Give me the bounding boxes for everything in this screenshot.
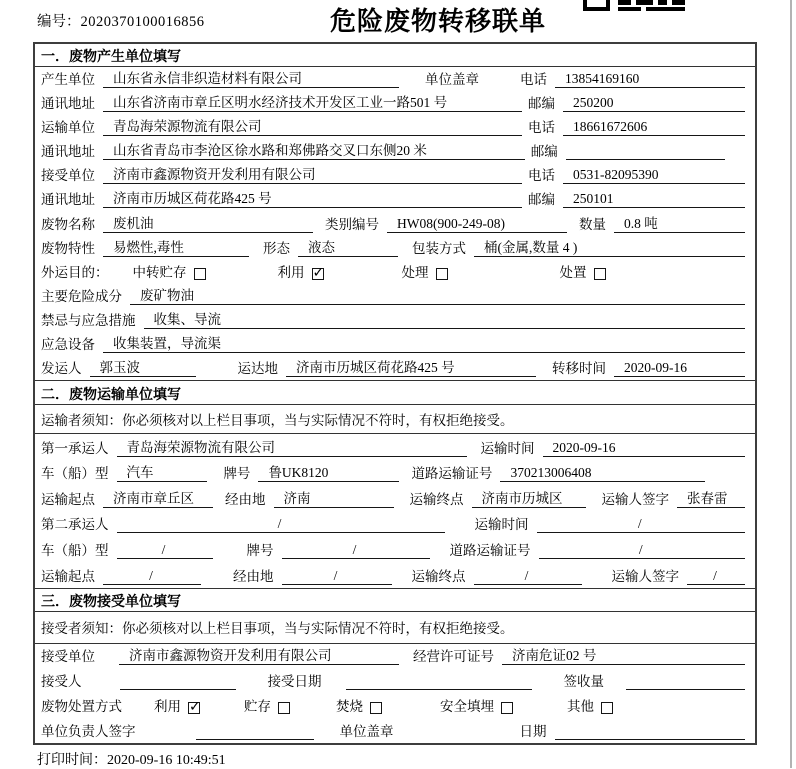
carrier-sign1-value: 张春雷 xyxy=(677,487,745,508)
qr-code-fragment xyxy=(583,0,689,12)
transporter-zip-label: 邮编 xyxy=(530,144,558,160)
receiver-zip-value: 250101 xyxy=(563,191,745,208)
checkbox-icon xyxy=(194,268,206,280)
quantity-label: 数量 xyxy=(579,216,606,232)
checkbox-icon xyxy=(312,268,324,280)
vehicle2-value: / xyxy=(117,542,213,559)
disposal-label: 废物处置方式 xyxy=(41,699,122,715)
consignor-label: 发运人 xyxy=(41,361,82,377)
transporter-address-value: 山东省青岛市李沧区徐水路和郑佛路交叉口东侧20 米 xyxy=(103,139,525,160)
end2-label: 运输终点 xyxy=(411,568,466,584)
disposal-option-landfill xyxy=(440,695,513,715)
section3-header: 三．废物接受单位填写 xyxy=(35,588,755,612)
plate2-value: / xyxy=(282,542,430,559)
plate2-label: 牌号 xyxy=(246,543,274,559)
transporter-value: 青岛海荣源物流有限公司 xyxy=(103,115,522,136)
qr-finder-block xyxy=(583,0,610,11)
packing-label: 包装方式 xyxy=(412,240,466,256)
transport-time2-label: 运输时间 xyxy=(474,517,529,533)
purpose-option-label: 利用 xyxy=(277,264,305,280)
checkbox-icon xyxy=(594,268,606,280)
purpose-label: 外运目的： xyxy=(41,264,109,280)
carrier1-value: 青岛海荣源物流有限公司 xyxy=(117,436,467,457)
row-transporter xyxy=(35,115,755,139)
qr-block xyxy=(672,0,685,5)
row-receiver-address xyxy=(35,187,755,211)
producer-address-value: 山东省济南市章丘区明水经济技术开发区工业一路501 号 xyxy=(103,91,522,112)
row-producer-address xyxy=(35,91,755,115)
permit-value: 济南危证02 号 xyxy=(502,644,745,665)
vehicle2-label: 车（船）型 xyxy=(41,543,109,559)
transfer-form xyxy=(33,42,757,745)
row-taboo-measures xyxy=(35,308,755,332)
row-producer xyxy=(35,67,755,91)
receiver-zip-label: 邮编 xyxy=(527,192,555,208)
accept-unit-value: 济南市鑫源物资开发利用有限公司 xyxy=(119,644,399,665)
qr-block xyxy=(658,0,667,5)
category-label: 类别编号 xyxy=(325,216,379,232)
disposal-option-burn xyxy=(336,695,382,715)
transport-time2-value: / xyxy=(537,516,746,533)
via2-label: 经由地 xyxy=(233,568,274,584)
section2-header: 二．废物运输单位填写 xyxy=(35,380,755,405)
carrier-sign2-label: 运输人签字 xyxy=(611,568,679,584)
accept-date-value xyxy=(346,689,532,690)
row-transporter-address xyxy=(35,139,755,163)
road-license2-label: 道路运输证号 xyxy=(449,543,531,559)
head-signature-value xyxy=(196,739,314,740)
origin1-value: 济南市章丘区 xyxy=(103,487,213,508)
emergency-equipment-value: 收集装置，导流渠 xyxy=(103,332,745,353)
section2-notice: 运输者须知：你必须核对以上栏目事项，当与实际情况不符时，有权拒绝接受。 xyxy=(35,405,755,434)
checkbox-icon xyxy=(370,702,382,714)
waste-trait-label: 废物特性 xyxy=(41,240,95,256)
qr-block xyxy=(636,0,653,5)
print-time-value: 2020-09-16 10:49:51 xyxy=(107,753,226,768)
checkbox-icon xyxy=(501,702,513,714)
row-waste-trait xyxy=(35,236,755,260)
row-vehicle2 xyxy=(35,536,755,562)
destination-label: 运达地 xyxy=(237,361,278,377)
purpose-option-label: 处理 xyxy=(401,264,429,280)
waste-trait-value: 易燃性,毒性 xyxy=(103,236,249,257)
emergency-equipment-label: 应急设备 xyxy=(41,336,95,352)
plate1-value: 鲁UK8120 xyxy=(258,461,399,482)
disposal-option-label: 安全填埋 xyxy=(440,699,494,715)
purpose-option-transfer xyxy=(133,261,206,281)
transporter-phone-label: 电话 xyxy=(527,120,555,136)
via1-value: 济南 xyxy=(274,487,394,508)
end1-label: 运输终点 xyxy=(409,491,464,507)
carrier2-value: / xyxy=(117,516,445,533)
plate1-label: 牌号 xyxy=(223,466,251,482)
sign-quantity-label: 签收量 xyxy=(563,674,604,690)
disposal-option-label: 贮存 xyxy=(244,699,271,715)
row-route1 xyxy=(35,485,755,511)
row-receiver xyxy=(35,163,755,187)
row-carrier1 xyxy=(35,434,755,460)
producer-phone-label: 电话 xyxy=(520,72,547,88)
doc-number-label: 编号： xyxy=(37,14,81,30)
transfer-time-value: 2020-09-16 xyxy=(614,360,745,377)
producer-zip-value: 250200 xyxy=(563,95,745,112)
row-route2 xyxy=(35,562,755,588)
receiver-phone-label: 电话 xyxy=(527,168,555,184)
vehicle1-value: 汽车 xyxy=(117,461,208,482)
print-time-label: 打印时间： xyxy=(37,753,107,768)
section1-header: 一．废物产生单位填写 xyxy=(35,44,755,67)
row-head-signature xyxy=(35,718,755,743)
transport-time1-value: 2020-09-16 xyxy=(543,440,746,457)
checkbox-icon xyxy=(188,702,200,714)
row-hazard-component xyxy=(35,284,755,308)
receiver-value: 济南市鑫源物资开发利用有限公司 xyxy=(103,163,522,184)
acceptor-label: 接受人 xyxy=(41,674,82,690)
carrier1-label: 第一承运人 xyxy=(41,440,109,456)
transfer-time-label: 转移时间 xyxy=(552,361,606,377)
transport-time1-label: 运输时间 xyxy=(480,440,535,456)
transporter-label: 运输单位 xyxy=(41,120,95,136)
qr-block xyxy=(618,7,641,11)
transporter-phone-value: 18661672606 xyxy=(563,119,745,136)
row-disposal xyxy=(35,693,755,718)
purpose-option-dispose xyxy=(560,261,606,281)
form-value: 液态 xyxy=(298,236,398,257)
destination-value: 济南市历城区荷花路425 号 xyxy=(286,356,536,377)
vehicle1-label: 车（船）型 xyxy=(41,466,109,482)
consignor-value: 郭玉波 xyxy=(90,356,196,377)
row-acceptor xyxy=(35,668,755,693)
unit-seal-label: 单位盖章 xyxy=(425,72,479,88)
doc-number-value: 2020370100016856 xyxy=(80,14,205,30)
packing-value: 桶(金属,数量 4 ) xyxy=(474,236,745,257)
checkbox-icon xyxy=(436,268,448,280)
transporter-zip-value xyxy=(566,159,725,160)
carrier2-label: 第二承运人 xyxy=(41,517,109,533)
section3-notice: 接受者须知：你必须核对以上栏目事项，当与实际情况不符时，有权拒绝接受。 xyxy=(35,612,755,644)
qr-block xyxy=(646,7,685,11)
disposal-option-label: 利用 xyxy=(154,699,181,715)
end2-value: / xyxy=(474,568,582,585)
disposal-option-label: 其他 xyxy=(567,699,594,715)
receiver-phone-value: 0531-82095390 xyxy=(563,167,745,184)
taboo-measures-value: 收集、导流 xyxy=(144,308,746,329)
row-consignor xyxy=(35,356,755,380)
purpose-option-label: 中转贮存 xyxy=(132,264,187,280)
via1-label: 经由地 xyxy=(225,491,266,507)
producer-label: 产生单位 xyxy=(41,72,95,88)
row-vehicle1 xyxy=(35,460,755,486)
carrier-sign1-label: 运输人签字 xyxy=(601,491,669,507)
unit-seal2-label: 单位盖章 xyxy=(339,724,394,740)
print-time xyxy=(37,749,226,769)
end1-value: 济南市历城区 xyxy=(472,487,586,508)
qr-block xyxy=(618,0,631,5)
doc-number xyxy=(37,10,205,31)
acceptor-value xyxy=(120,689,236,690)
accept-date-label: 接受日期 xyxy=(267,674,322,690)
via2-value: / xyxy=(282,568,392,585)
receiver-label: 接受单位 xyxy=(41,168,95,184)
page-right-edge xyxy=(790,0,792,768)
hazard-component-label: 主要危险成分 xyxy=(41,288,122,304)
purpose-option-label: 处置 xyxy=(559,264,587,280)
origin2-label: 运输起点 xyxy=(41,568,95,584)
road-license2-value: / xyxy=(539,542,746,559)
disposal-option-use xyxy=(154,695,200,715)
road-license1-label: 道路运输证号 xyxy=(411,466,493,482)
row-purpose xyxy=(35,260,755,284)
checkbox-icon xyxy=(601,702,613,714)
row-waste-name xyxy=(35,211,755,235)
receiver-address-label: 通讯地址 xyxy=(41,192,95,208)
quantity-value: 0.8 吨 xyxy=(614,212,745,233)
producer-value: 山东省永信非织造材料有限公司 xyxy=(103,67,399,88)
producer-phone-value: 13854169160 xyxy=(555,71,745,88)
accept-unit-label: 接受单位 xyxy=(41,649,95,665)
form-label: 形态 xyxy=(263,240,290,256)
page-title: 危险废物转移联单 xyxy=(330,7,547,36)
checkbox-icon xyxy=(278,702,290,714)
origin2-value: / xyxy=(103,568,201,585)
taboo-measures-label: 禁忌与应急措施 xyxy=(41,312,136,328)
permit-label: 经营许可证号 xyxy=(413,649,494,665)
road-license1-value: 370213006408 xyxy=(500,465,705,482)
hazard-component-value: 废矿物油 xyxy=(130,284,745,305)
row-carrier2 xyxy=(35,511,755,537)
purpose-option-treat xyxy=(402,261,448,281)
disposal-option-store xyxy=(244,695,290,715)
purpose-option-use xyxy=(278,261,324,281)
receiver-address-value: 济南市历城区荷花路425 号 xyxy=(103,187,522,208)
origin1-label: 运输起点 xyxy=(41,491,95,507)
date3-label: 日期 xyxy=(519,724,547,740)
waste-name-label: 废物名称 xyxy=(41,216,95,232)
producer-address-label: 通讯地址 xyxy=(41,96,95,112)
disposal-option-label: 焚烧 xyxy=(336,699,363,715)
transporter-address-label: 通讯地址 xyxy=(41,144,95,160)
date3-value xyxy=(555,739,746,740)
row-emergency-equipment xyxy=(35,332,755,356)
carrier-sign2-value: / xyxy=(687,568,745,585)
sign-quantity-value xyxy=(626,689,745,690)
disposal-option-other xyxy=(567,695,613,715)
row-accept-unit xyxy=(35,644,755,669)
category-value: HW08(900-249-08) xyxy=(387,216,567,233)
waste-name-value: 废机油 xyxy=(103,212,313,233)
producer-zip-label: 邮编 xyxy=(527,96,555,112)
head-signature-label: 单位负责人签字 xyxy=(41,724,136,740)
